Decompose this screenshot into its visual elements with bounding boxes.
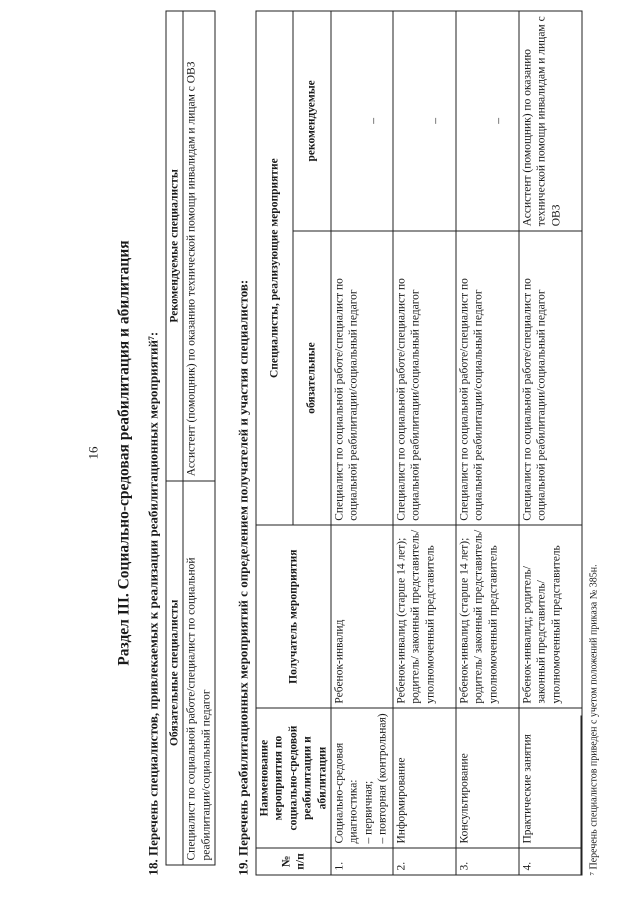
rotated-content <box>85 10 615 895</box>
mandatory-specialists-value: Специалист по социальной работе/специалист по социальной реабилитации/социальный педагог <box>183 480 215 864</box>
mandatory-specialists: Специалист по социальной работе/специалист по социальной реабилитации/социальный педагог <box>518 230 581 525</box>
mandatory-specialists: Специалист по социальной работе/специалист по социальной реабилитации/социальный педагог <box>392 230 455 525</box>
col-number: № п/п <box>256 848 331 875</box>
row-number: 1. <box>330 848 392 875</box>
page-number: 16 <box>85 446 100 459</box>
measures-table <box>255 10 582 875</box>
col-measure-name: Наименование мероприятия по социально-средовой реабилитации и абилитации <box>256 708 331 848</box>
col-mandatory: обязательные <box>293 230 330 525</box>
recommended-specialists <box>455 11 518 231</box>
recommended-specialists-value: Ассистент (помощник) по оказанию технической помощи инвалидам и лицам с ОВЗ <box>183 11 215 481</box>
specialists-table-row <box>183 11 215 865</box>
measures-table-header <box>256 11 293 875</box>
table-row <box>330 11 392 875</box>
specialists-table <box>165 10 215 865</box>
measure-name-sub: – повторная (контрольная) <box>376 712 388 844</box>
col-recipient: Получатель мероприятия <box>256 525 331 708</box>
dash-placeholder: – <box>491 117 504 124</box>
recipient: Ребенок-инвалид (старше 14 лет); родитель/ законный представитель/ уполномоченный представитель <box>455 525 518 708</box>
dash-placeholder: – <box>428 117 441 124</box>
recipient: Ребенок-инвалид (старше 14 лет); родитель/ законный представитель/ уполномоченный представитель <box>392 525 455 708</box>
measure-name: Практические занятия <box>518 708 581 848</box>
footnote: ⁷ Перечень специалистов приведен с учетом положений приказа № 385н. <box>588 563 599 875</box>
row-number: 4. <box>518 848 581 875</box>
measure-name: Консультирование <box>455 708 518 848</box>
mandatory-specialists: Специалист по социальной работе/специалист по социальной реабилитации/социальный педагог <box>455 230 518 525</box>
measure-name: Информирование <box>392 708 455 848</box>
table-row <box>518 11 581 875</box>
mandatory-specialists: Специалист по социальной работе/специалист по социальной реабилитации/социальный педагог <box>330 230 392 525</box>
row-number: 2. <box>392 848 455 875</box>
specialists-table-header <box>166 11 183 865</box>
table-row <box>455 11 518 875</box>
recommended-specialists <box>330 11 392 231</box>
col-recommended-specialists: Рекомендуемые специалисты <box>166 11 183 481</box>
row-number: 3. <box>455 848 518 875</box>
measure-name-sub: – первичная; <box>361 780 374 844</box>
recommended-specialists: Ассистент (помощник) по оказанию технической помощи инвалидам и лицам с ОВЗ <box>518 11 581 231</box>
table-row <box>392 11 455 875</box>
footnote-divider <box>580 715 581 875</box>
col-mandatory-specialists: Обязательные специалисты <box>166 480 183 864</box>
recommended-specialists <box>392 11 455 231</box>
col-recommended: рекомендуемые <box>293 11 330 231</box>
recipient: Ребенок-инвалид; родитель/ законный представитель/ уполномоченный представитель <box>518 525 581 708</box>
recipient: Ребенок-инвалид <box>330 525 392 708</box>
section-title: Раздел III. Социально-средовая реабилитация и абилитация <box>115 239 132 666</box>
measure-name-main: Социально-средовая диагностика: <box>332 742 360 844</box>
col-specialists: Специалисты, реализующие мероприятие <box>256 11 293 525</box>
section-18-heading: 18. Перечень специалистов, привлекаемых к реализации реабилитационных мероприятий⁷: <box>145 331 160 875</box>
dash-placeholder: – <box>366 117 379 124</box>
measure-name <box>330 708 392 848</box>
section-19-heading: 19. Перечень реабилитационных мероприятий с определением получателей и участия специалистов: <box>235 279 250 875</box>
